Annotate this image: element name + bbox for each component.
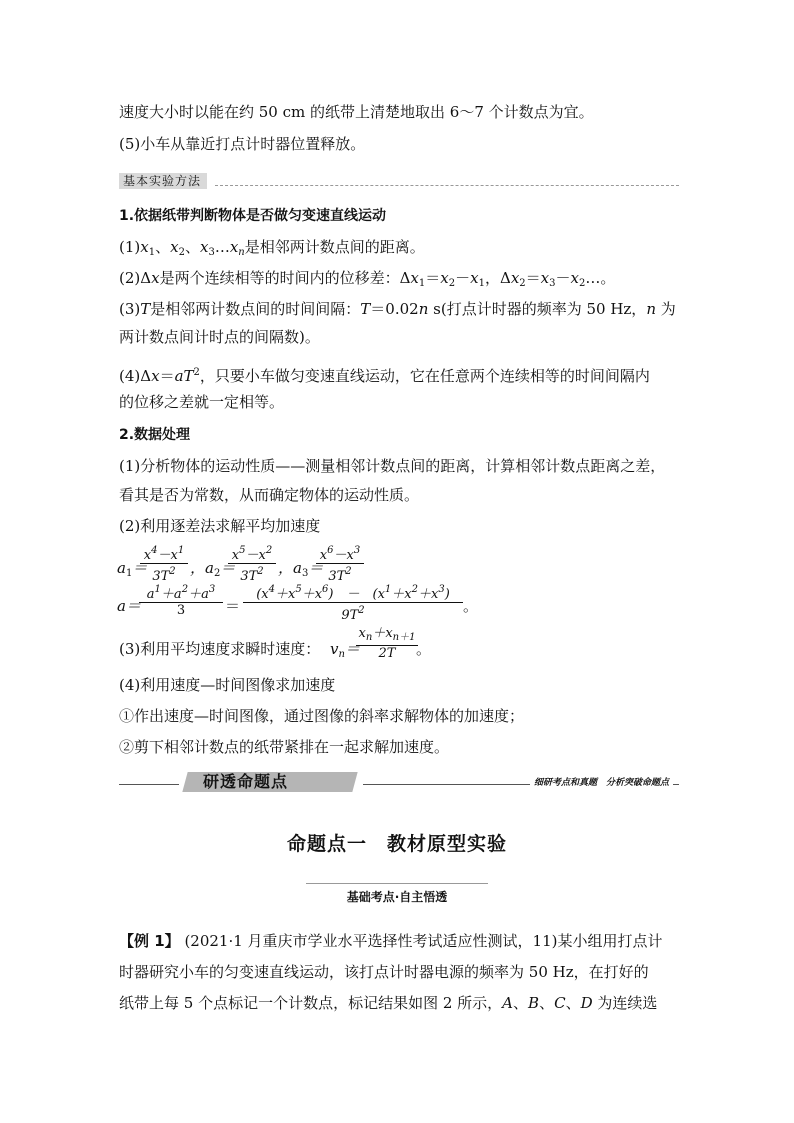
method-item-4-cont: 的位移之差就一定相等。 bbox=[119, 393, 285, 411]
method-item-3: (3)T是相邻两计数点间的时间间隔：T＝0.02n s(打点计时器的频率为 50 Hz，n 为 bbox=[119, 300, 676, 318]
topic-subtitle: 基础考点·自主悟透 bbox=[0, 888, 794, 905]
data-item-4-step-2: ②剪下相邻计数点的纸带紧排在一起求解加速度。 bbox=[119, 738, 450, 756]
topic-title: 命题点一 教材原型实验 bbox=[286, 833, 507, 855]
data-item-1-cont: 看其是否为常数，从而确定物体的运动性质。 bbox=[119, 486, 420, 504]
section-header-rule bbox=[215, 185, 679, 186]
data-item-4-step-1: ①作出速度—时间图像，通过图像的斜率求解物体的加速度； bbox=[119, 707, 525, 725]
step-5-text: (5)小车从靠近打点计时器位置释放。 bbox=[119, 135, 366, 153]
continued-paragraph-line: 速度大小时以能在约 50 cm 的纸带上清楚地取出 6～7 个计数点为宜。 bbox=[119, 103, 594, 121]
data-item-2: (2)利用逐差法求解平均加速度 bbox=[119, 517, 321, 535]
method-heading-2: 2.数据处理 bbox=[119, 427, 191, 443]
method-item-3-cont: 两计数点间计时点的间隔数)。 bbox=[119, 328, 320, 346]
banner-left-rule bbox=[119, 784, 179, 785]
method-item-2: (2)Δx是两个连续相等的时间内的位移差：$\Delta x_1=x_2-x_1$，$\Delta x_2=x_3-x_2\dots$。 bbox=[119, 269, 616, 289]
banner-caption: 细研考点和真题 分析突破命题点 bbox=[530, 777, 673, 789]
section-header-basic-method bbox=[119, 171, 679, 191]
subtitle-rule bbox=[306, 883, 488, 884]
method-item-4: $(4)\Delta x=aT^2$，只要小车做匀变速直线运动，它在任意两个连续相等的时间间隔内 bbox=[119, 367, 650, 385]
method-item-1: $(1)x_1$、$x_2$、$x_3\dots x_n$是相邻两计数点间的距离。 bbox=[119, 238, 425, 258]
section-header-label: 基本实验方法 bbox=[119, 173, 207, 189]
example-line-2: 时器研究小车的匀变速直线运动，该打点计时器电源的频率为 50 Hz，在打好的 bbox=[119, 963, 649, 981]
section-banner bbox=[119, 772, 679, 794]
method-heading-1: 1.依据纸带判断物体是否做匀变速直线运动 bbox=[119, 208, 387, 224]
example-line-3: 纸带上每 5 个点标记一个计数点，标记结果如图 2 所示，A、B、C、D 为连续选 bbox=[119, 994, 658, 1012]
data-item-4: (4)利用速度—时间图像求加速度 bbox=[119, 676, 336, 694]
example-line-1: 【例 1】 (2021·1 月重庆市学业水平选择性考试适应性测试，11)某小组用打点计 bbox=[119, 932, 663, 950]
example-tag: 【例 1】 bbox=[119, 932, 180, 950]
banner-title: 研透命题点 bbox=[203, 772, 289, 791]
data-item-1: (1)分析物体的运动性质——测量相邻计数点间的距离，计算相邻计数点距离之差， bbox=[119, 457, 666, 475]
